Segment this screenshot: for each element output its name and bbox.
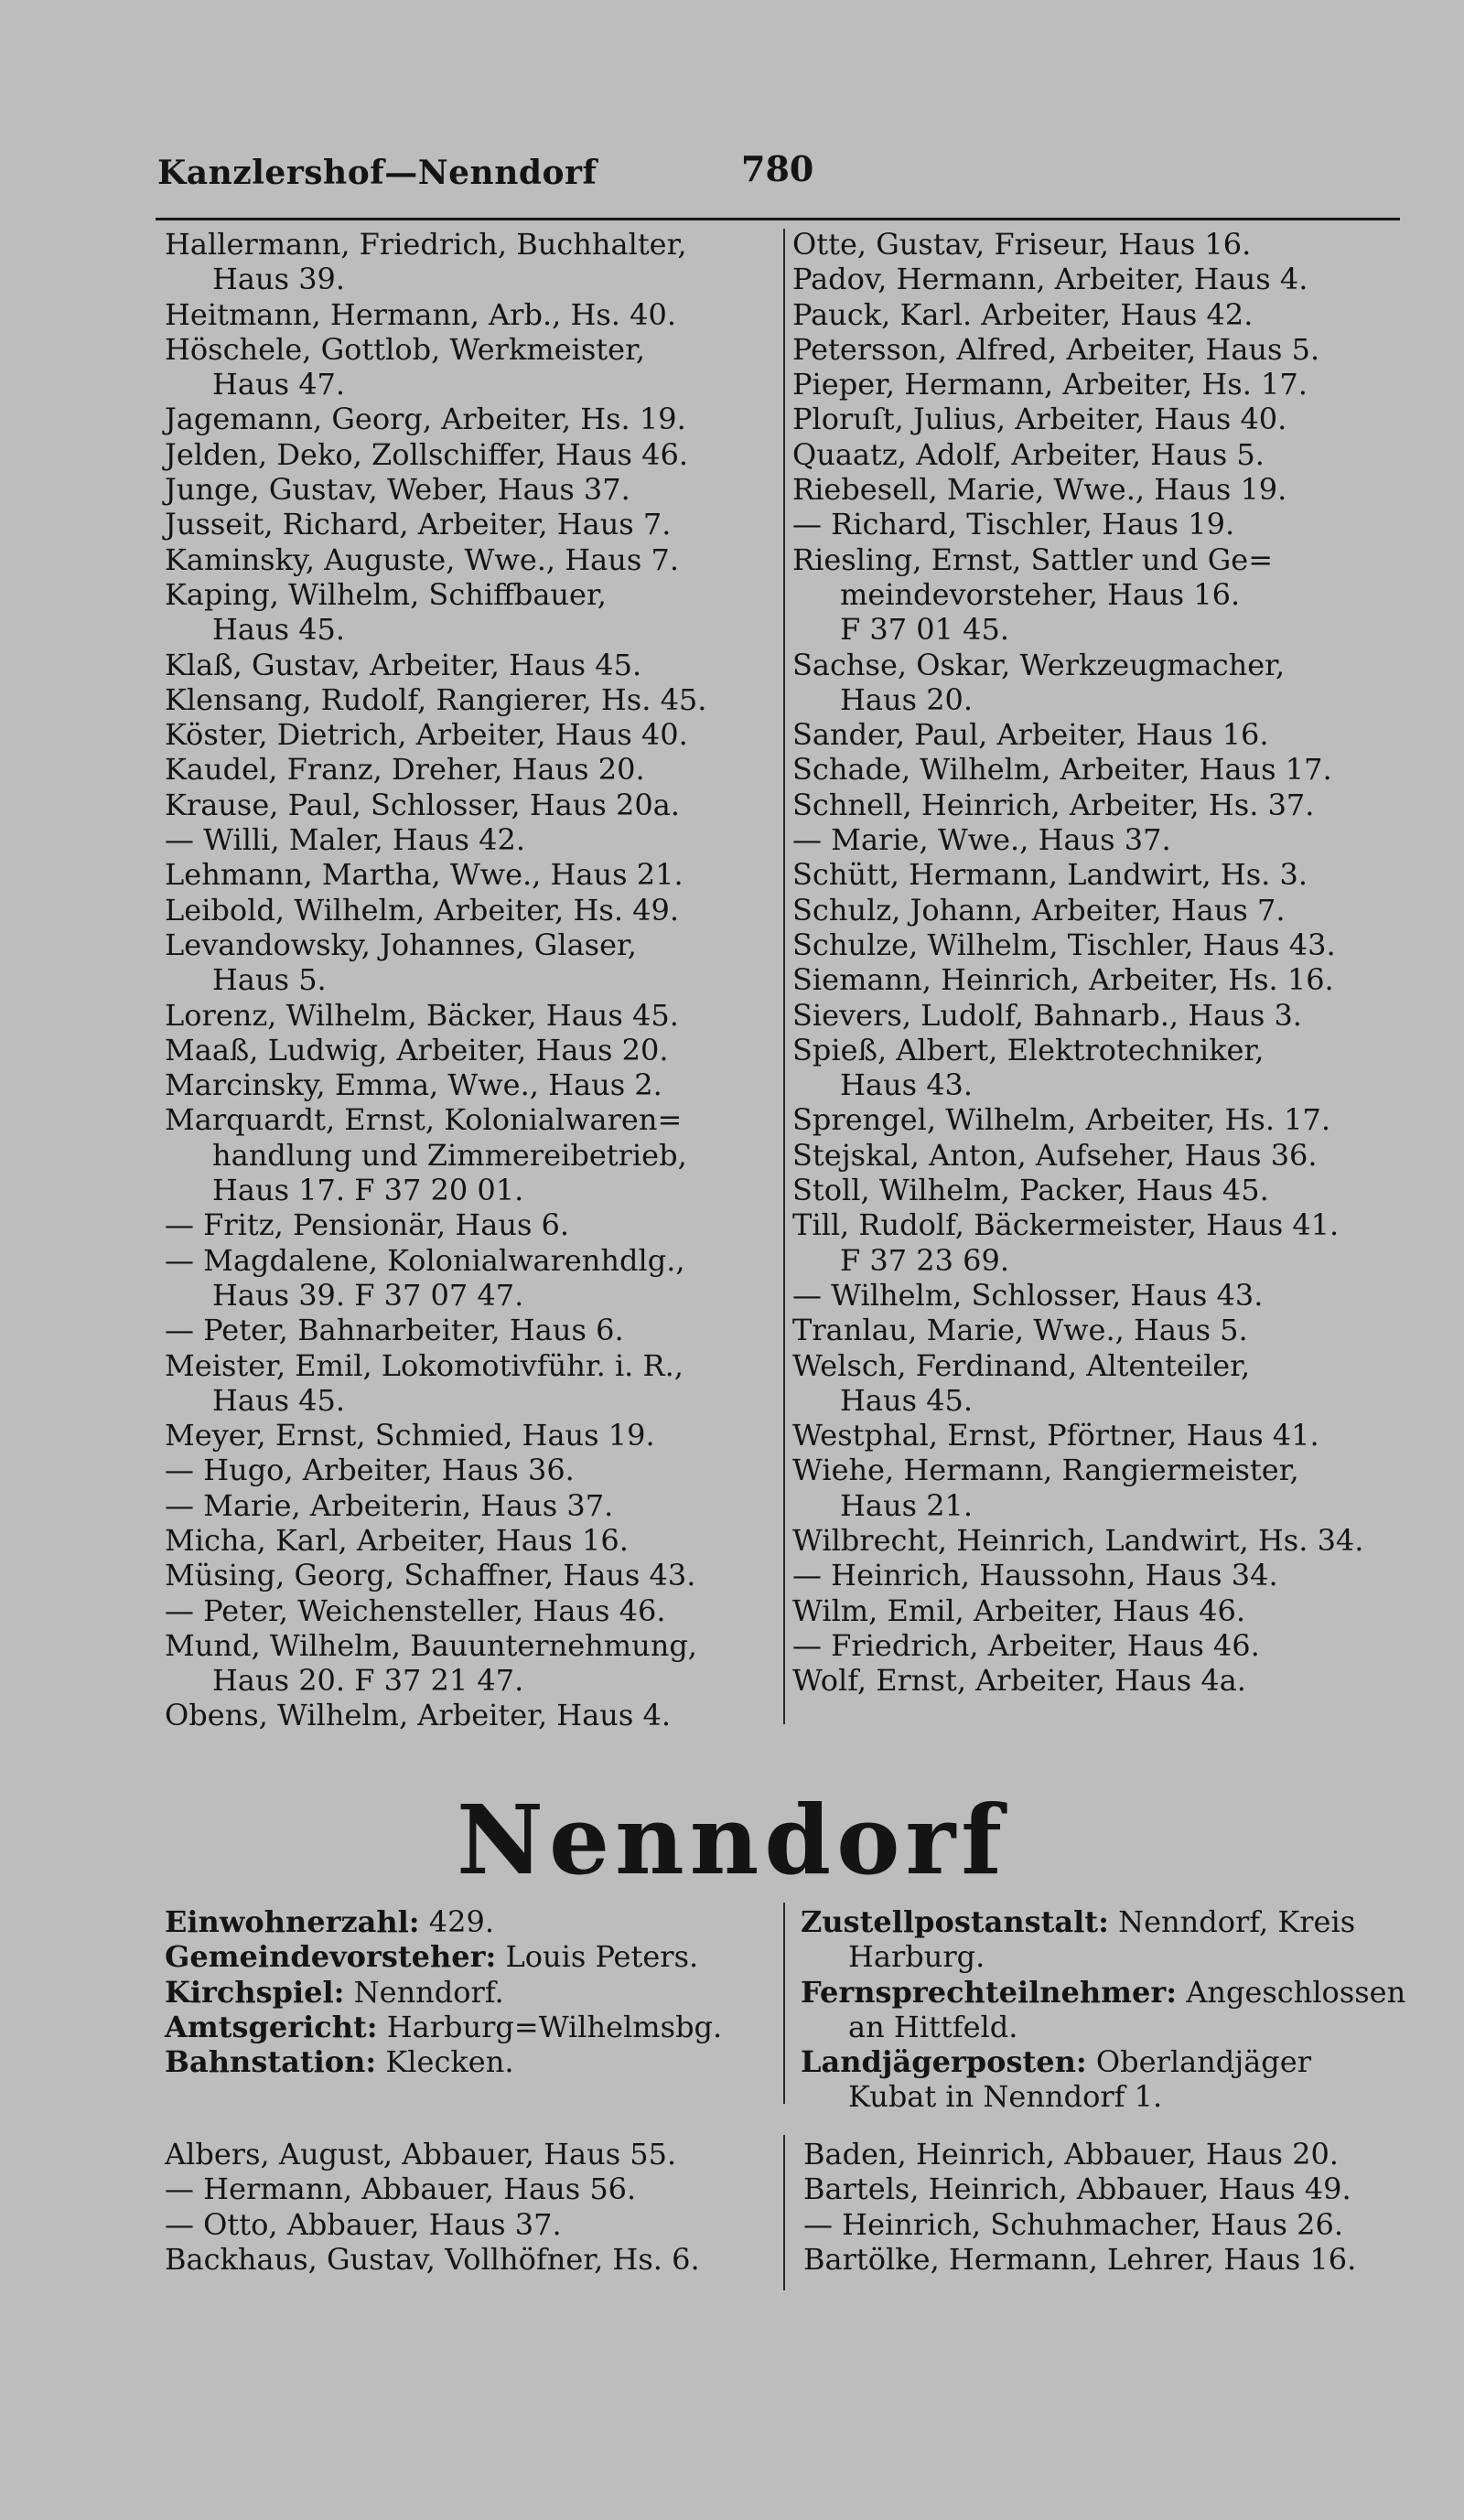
directory-entry: [165, 1418, 780, 1453]
directory-entry: [165, 1628, 780, 1699]
directory-entry: [792, 472, 1407, 507]
entry-line: Bartels, Heinrich, Abbauer, Haus 49.: [803, 2171, 1351, 2207]
entry-continuation: F 37 23 69.: [840, 1242, 1010, 1278]
left-column: [165, 227, 780, 1733]
info-label: Landjägerposten:: [801, 2044, 1087, 2080]
entry-line: Schulz, Johann, Arbeiter, Haus 7.: [792, 892, 1286, 928]
directory-entry: [792, 1558, 1407, 1592]
entry-line: Micha, Karl, Arbeiter, Haus 16.: [165, 1522, 629, 1558]
entry-line: Ploruſt, Julius, Arbeiter, Haus 40.: [792, 402, 1287, 437]
info-row: [165, 1939, 787, 1974]
entry-line: Obens, Wilhelm, Arbeiter, Haus 4.: [165, 1698, 671, 1733]
directory-entry: [792, 1593, 1407, 1628]
entry-line: Marcinsky, Emma, Wwe., Haus 2.: [165, 1067, 662, 1103]
directory-entry: [165, 2171, 780, 2206]
entry-line: Pauck, Karl. Arbeiter, Haus 42.: [792, 296, 1254, 332]
directory-entry: [792, 717, 1407, 752]
entry-line: Westphal, Ernst, Pförtner, Haus 41.: [792, 1418, 1319, 1453]
entry-line: Wilm, Emil, Arbeiter, Haus 46.: [792, 1592, 1246, 1628]
entry-line: Heitmann, Hermann, Arb., Hs. 40.: [165, 296, 677, 332]
directory-entry: [792, 928, 1407, 962]
column-divider: [783, 229, 785, 1724]
entry-line: Spieß, Albert, Elektrotechniker,: [792, 1032, 1265, 1067]
directory-entry: [165, 717, 780, 752]
entry-line: Kaping, Wilhelm, Schiffbauer,: [165, 576, 607, 612]
entry-line: Müsing, Georg, Schaffner, Haus 43.: [165, 1558, 696, 1593]
directory-entry: [792, 1173, 1407, 1207]
directory-entry: [792, 332, 1407, 367]
entry-line: Stejskal, Anton, Aufseher, Haus 36.: [792, 1137, 1318, 1173]
info-value: Klecken.: [376, 2044, 514, 2080]
info-row: [165, 1904, 787, 1939]
entry-continuation: handlung und Zimmereibetrieb,: [212, 1137, 687, 1173]
directory-entry: [792, 822, 1407, 857]
directory-entry: [792, 788, 1407, 822]
entry-line: Maaß, Ludwig, Arbeiter, Haus 20.: [165, 1032, 669, 1067]
right-column: [792, 227, 1407, 1698]
entry-line: Levandowsky, Johannes, Glaser,: [165, 927, 637, 962]
entry-line: Schade, Wilhelm, Arbeiter, Haus 17.: [792, 752, 1332, 788]
entry-continuation: Haus 17. F 37 20 01.: [212, 1173, 524, 1208]
entry-line: Höschele, Gottlob, Werkmeister,: [165, 331, 646, 367]
directory-entry: [792, 752, 1407, 787]
entry-continuation: Haus 39. F 37 07 47.: [212, 1277, 524, 1313]
directory-entry: [792, 1418, 1407, 1453]
entry-continuation: Haus 47.: [212, 367, 346, 402]
town-info-right: [801, 1904, 1423, 2115]
residents-left: [165, 2137, 780, 2277]
info-value: 429.: [419, 1904, 495, 1939]
entry-line: — Peter, Weichensteller, Haus 46.: [165, 1592, 666, 1628]
directory-entry: [792, 262, 1407, 296]
entry-line: Schulze, Wilhelm, Tischler, Haus 43.: [792, 927, 1336, 962]
info-label: Kirchspiel:: [165, 1974, 345, 2010]
info-label: Einwohnerzahl:: [165, 1904, 420, 1939]
entry-line: Till, Rudolf, Bäckermeister, Haus 41.: [792, 1207, 1340, 1243]
entry-line: Albers, August, Abbauer, Haus 55.: [165, 2137, 677, 2171]
directory-entry: [792, 367, 1407, 402]
info-row: [801, 2044, 1423, 2115]
info-value: Louis Peters.: [496, 1939, 699, 1975]
directory-entry: [792, 1523, 1407, 1558]
entry-line: — Heinrich, Haussohn, Haus 34.: [792, 1558, 1278, 1593]
directory-entry: [165, 402, 780, 436]
directory-entry: [803, 2171, 1418, 2206]
entry-continuation: Haus 39.: [212, 262, 346, 297]
entry-line: — Peter, Bahnarbeiter, Haus 6.: [165, 1313, 624, 1348]
entry-line: Jelden, Deko, Zollschiffer, Haus 46.: [165, 436, 688, 472]
entry-line: Stoll, Wilhelm, Packer, Haus 45.: [792, 1173, 1269, 1208]
entry-line: Riebesell, Marie, Wwe., Haus 19.: [792, 472, 1287, 508]
directory-entry: [165, 437, 780, 472]
directory-entry: [165, 1313, 780, 1347]
directory-entry: [165, 822, 780, 857]
directory-entry: [165, 507, 780, 542]
entry-line: — Fritz, Pensionär, Haus 6.: [165, 1207, 570, 1243]
entry-line: Tranlau, Marie, Wwe., Haus 5.: [792, 1313, 1248, 1348]
directory-entry: [165, 1698, 780, 1732]
directory-entry: [792, 998, 1407, 1033]
section-title: Nenndorf: [456, 1784, 1008, 1896]
info-continuation: Harburg.: [848, 1939, 985, 1975]
directory-entry: [792, 1278, 1407, 1313]
info-row: [165, 2044, 787, 2079]
info-value: Harburg=Wilhelmsbg.: [377, 2009, 723, 2044]
entry-line: Sievers, Ludolf, Bahnarb., Haus 3.: [792, 997, 1302, 1033]
entry-line: Hallermann, Friedrich, Buchhalter,: [165, 227, 687, 262]
directory-entry: [165, 928, 780, 998]
entry-line: Jusseit, Richard, Arbeiter, Haus 7.: [165, 507, 672, 542]
info-value: Nenndorf.: [344, 1974, 504, 2010]
directory-entry: [792, 297, 1407, 332]
entry-line: Wilbrecht, Heinrich, Landwirt, Hs. 34.: [792, 1522, 1364, 1558]
entry-line: — Marie, Wwe., Haus 37.: [792, 822, 1171, 858]
info-row: [801, 1904, 1423, 1975]
entry-continuation: Haus 21.: [840, 1487, 974, 1523]
residents-right: [803, 2137, 1418, 2277]
entry-line: Quaatz, Adolf, Arbeiter, Haus 5.: [792, 436, 1265, 472]
entry-line: Sachse, Oskar, Werkzeugmacher,: [792, 647, 1286, 682]
info-continuation: an Hittfeld.: [848, 2009, 1018, 2044]
directory-entry: [165, 472, 780, 507]
directory-entry: [792, 1348, 1407, 1419]
entry-line: Lorenz, Wilhelm, Bäcker, Haus 45.: [165, 997, 679, 1033]
directory-entry: [792, 857, 1407, 892]
entry-continuation: Haus 45.: [212, 612, 346, 648]
entry-line: Backhaus, Gustav, Vollhöfner, Hs. 6.: [165, 2241, 700, 2277]
directory-entry: [792, 1313, 1407, 1347]
info-label: Amtsgericht:: [165, 2009, 378, 2044]
entry-line: Siemann, Heinrich, Arbeiter, Hs. 16.: [792, 962, 1334, 998]
info-row: [165, 1975, 787, 2010]
directory-entry: [165, 1488, 780, 1523]
entry-line: Sander, Paul, Arbeiter, Haus 16.: [792, 717, 1269, 753]
info-label: Fernsprechteilnehmer:: [801, 1974, 1178, 2010]
entry-line: Mund, Wilhelm, Bauunternehmung,: [165, 1627, 697, 1663]
directory-entry: [165, 1558, 780, 1592]
entry-line: — Otto, Abbauer, Haus 37.: [165, 2206, 562, 2242]
header-rule: [156, 218, 1400, 220]
directory-entry: [165, 893, 780, 928]
entry-line: Padov, Hermann, Arbeiter, Haus 4.: [792, 262, 1308, 297]
directory-entry: [792, 648, 1407, 718]
directory-entry: [792, 402, 1407, 436]
directory-entry: [792, 1663, 1407, 1698]
directory-entry: [165, 682, 780, 717]
entry-line: Kaudel, Franz, Dreher, Haus 20.: [165, 752, 645, 788]
directory-entry: [792, 437, 1407, 472]
directory-entry: [803, 2137, 1418, 2171]
entry-line: Lehmann, Martha, Wwe., Haus 21.: [165, 857, 684, 893]
directory-entry: [792, 962, 1407, 997]
info-label: Bahnstation:: [165, 2044, 377, 2080]
entry-continuation: Haus 20.: [840, 681, 974, 717]
directory-entry: [792, 1033, 1407, 1103]
entry-line: Klensang, Rudolf, Rangierer, Hs. 45.: [165, 681, 707, 717]
directory-entry: [165, 2207, 780, 2242]
info-value: Angeschlossen: [1177, 1974, 1406, 2010]
entry-line: Meyer, Ernst, Schmied, Haus 19.: [165, 1418, 655, 1453]
directory-entry: [165, 1033, 780, 1067]
directory-entry: [792, 1207, 1407, 1278]
directory-entry: [165, 577, 780, 648]
entry-line: Wiehe, Hermann, Rangiermeister,: [792, 1453, 1299, 1488]
directory-entry: [165, 1243, 780, 1314]
entry-line: — Magdalene, Kolonialwarenhdlg.,: [165, 1242, 685, 1278]
residents-divider: [783, 2135, 785, 2290]
entry-continuation: meindevorsteher, Haus 16.: [840, 576, 1241, 612]
entry-continuation: Haus 20. F 37 21 47.: [212, 1663, 524, 1699]
directory-entry: [792, 893, 1407, 928]
directory-entry: [792, 1138, 1407, 1173]
entry-continuation: Haus 45.: [840, 1382, 974, 1418]
entry-line: Baden, Heinrich, Abbauer, Haus 20.: [803, 2137, 1339, 2171]
entry-line: Junge, Gustav, Weber, Haus 37.: [165, 472, 630, 508]
directory-entry: [165, 1102, 780, 1207]
directory-entry: [165, 1067, 780, 1102]
directory-entry: [165, 1523, 780, 1558]
directory-entry: [792, 1628, 1407, 1663]
directory-entry: [165, 2137, 780, 2171]
directory-entry: [165, 227, 780, 297]
running-head: Kanzlershof—Nenndorf: [157, 154, 597, 192]
entry-line: Meister, Emil, Lokomotivführ. i. R.,: [165, 1347, 684, 1383]
directory-entry: [792, 1453, 1407, 1523]
info-value: Oberlandjäger: [1086, 2044, 1311, 2080]
entry-line: Wolf, Ernst, Arbeiter, Haus 4a.: [792, 1663, 1246, 1699]
entry-line: — Hugo, Arbeiter, Haus 36.: [165, 1453, 575, 1488]
directory-entry: [165, 542, 780, 577]
entry-line: — Hermann, Abbauer, Haus 56.: [165, 2171, 637, 2207]
page-number: 780: [741, 148, 814, 189]
directory-entry: [165, 332, 780, 402]
directory-entry: [792, 507, 1407, 542]
entry-continuation: Haus 5.: [212, 962, 327, 998]
entry-line: Sprengel, Wilhelm, Arbeiter, Hs. 17.: [792, 1102, 1331, 1138]
entry-line: — Richard, Tischler, Haus 19.: [792, 507, 1235, 542]
entry-continuation: Haus 45.: [212, 1382, 346, 1418]
entry-line: Leibold, Wilhelm, Arbeiter, Hs. 49.: [165, 892, 680, 928]
directory-entry: [165, 297, 780, 332]
info-row: [801, 1975, 1423, 2045]
entry-line: — Willi, Maler, Haus 42.: [165, 822, 525, 858]
directory-entry: [803, 2242, 1418, 2277]
entry-line: — Wilhelm, Schlosser, Haus 43.: [792, 1277, 1264, 1313]
entry-continuation: Haus 43.: [840, 1067, 974, 1103]
entry-line: — Friedrich, Arbeiter, Haus 46.: [792, 1627, 1260, 1663]
directory-entry: [165, 1207, 780, 1242]
entry-line: Jagemann, Georg, Arbeiter, Hs. 19.: [165, 402, 686, 437]
directory-entry: [165, 2242, 780, 2277]
entry-line: Kaminsky, Auguste, Wwe., Haus 7.: [165, 542, 679, 577]
directory-entry: [792, 1102, 1407, 1137]
entry-line: Petersson, Alfred, Arbeiter, Haus 5.: [792, 331, 1320, 367]
entry-line: Pieper, Hermann, Arbeiter, Hs. 17.: [792, 367, 1308, 402]
entry-line: Bartölke, Hermann, Lehrer, Haus 16.: [803, 2241, 1357, 2277]
entry-line: Welsch, Ferdinand, Altenteiler,: [792, 1347, 1251, 1383]
info-row: [165, 2010, 787, 2044]
entry-line: Marquardt, Ernst, Kolonialwaren=: [165, 1102, 683, 1138]
directory-entry: [803, 2207, 1418, 2242]
info-continuation: Kubat in Nenndorf 1.: [848, 2079, 1163, 2115]
entry-line: Schnell, Heinrich, Arbeiter, Hs. 37.: [792, 787, 1315, 822]
directory-entry: [792, 542, 1407, 648]
entry-line: — Heinrich, Schuhmacher, Haus 26.: [803, 2206, 1344, 2242]
directory-entry: [165, 788, 780, 822]
directory-entry: [792, 227, 1407, 262]
directory-entry: [165, 648, 780, 682]
entry-line: Riesling, Ernst, Sattler und Ge=: [792, 542, 1274, 577]
info-value: Nenndorf, Kreis: [1108, 1904, 1356, 1939]
entry-line: Otte, Gustav, Friseur, Haus 16.: [792, 227, 1252, 262]
info-divider: [783, 1903, 785, 2104]
directory-entry: [165, 1453, 780, 1487]
entry-line: Schütt, Hermann, Landwirt, Hs. 3.: [792, 857, 1308, 893]
info-label: Gemeindevorsteher:: [165, 1939, 497, 1975]
entry-line: Krause, Paul, Schlosser, Haus 20a.: [165, 787, 680, 822]
directory-entry: [165, 998, 780, 1033]
directory-entry: [165, 1593, 780, 1628]
directory-entry: [165, 752, 780, 787]
entry-line: Klaß, Gustav, Arbeiter, Haus 45.: [165, 647, 642, 682]
info-label: Zustellpostanstalt:: [801, 1904, 1109, 1939]
entry-continuation: F 37 01 45.: [840, 612, 1010, 648]
directory-entry: [165, 857, 780, 892]
directory-entry: [165, 1348, 780, 1419]
entry-line: — Marie, Arbeiterin, Haus 37.: [165, 1487, 614, 1523]
town-info-left: [165, 1904, 787, 2079]
entry-line: Köster, Dietrich, Arbeiter, Haus 40.: [165, 717, 688, 753]
